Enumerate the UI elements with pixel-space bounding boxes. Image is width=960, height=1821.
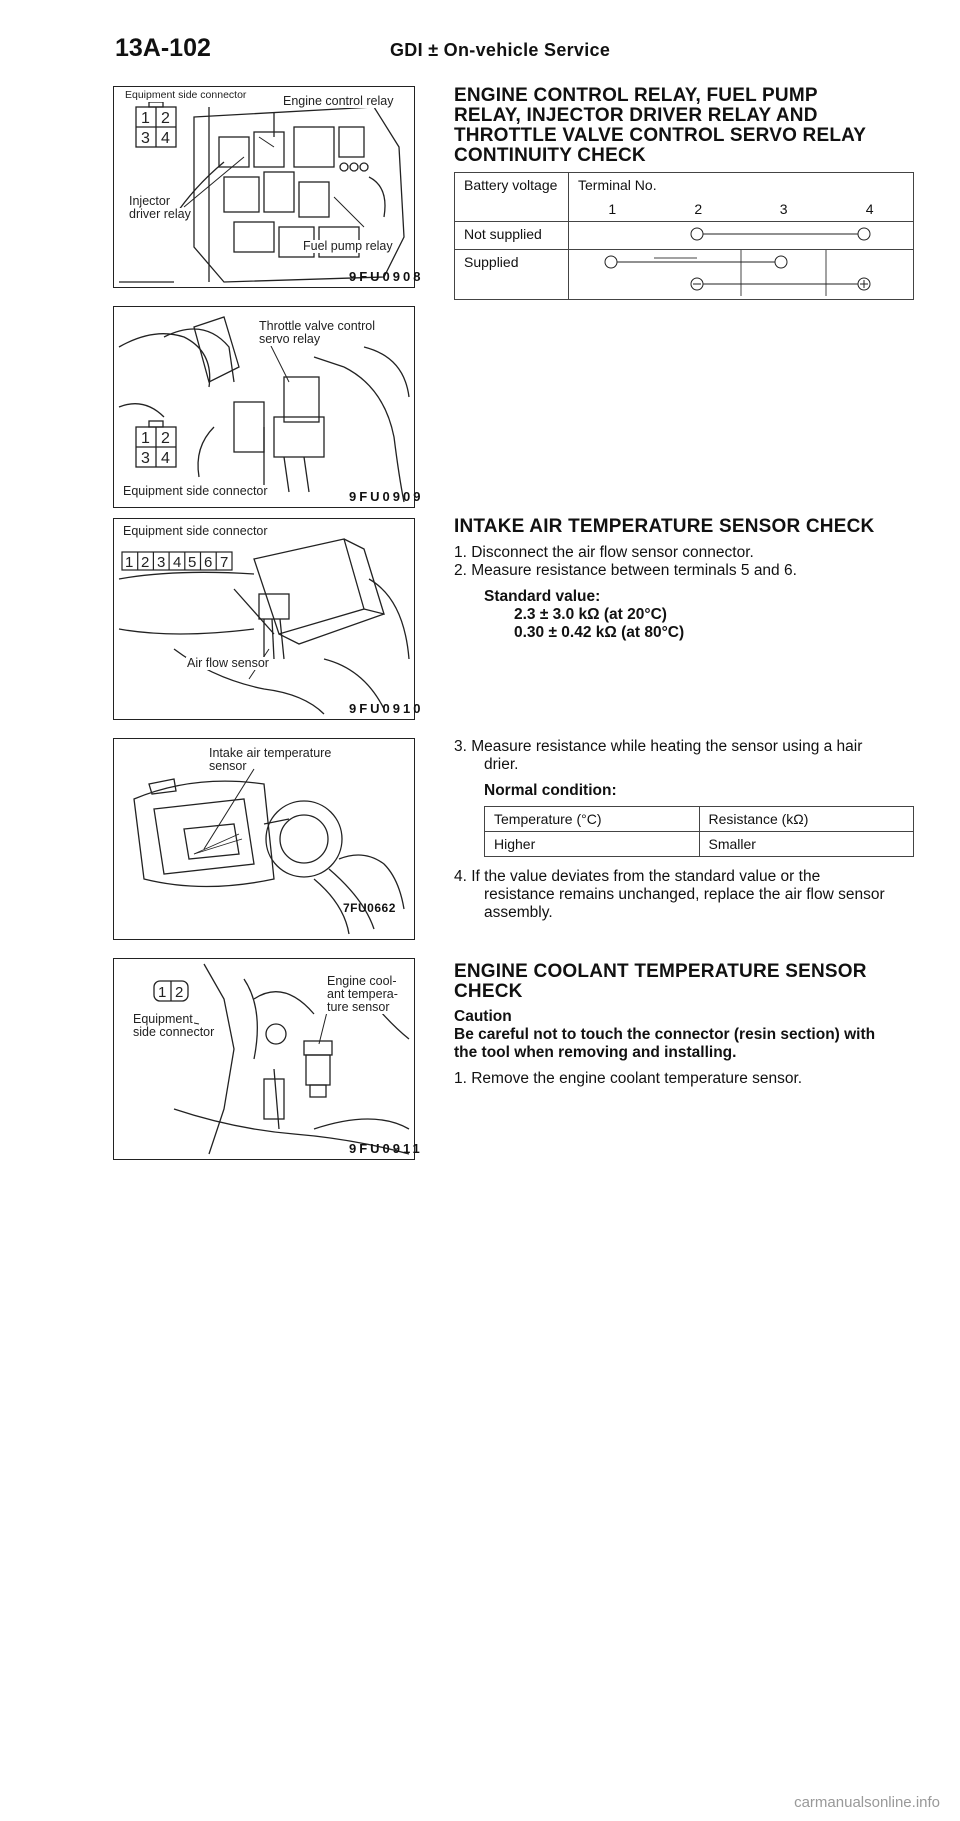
figure-label: servo relay (259, 332, 321, 346)
connector-pin: 3 (141, 130, 150, 147)
figure-label: Equipment side connector (123, 524, 268, 538)
figure-air-flow-sensor (113, 518, 424, 720)
connector-pin: 1 (125, 554, 134, 571)
figure-code: 9FU0911 (349, 1141, 423, 1156)
standard-value: 2.3 ± 3.0 kΩ (at 20°C) (514, 606, 667, 623)
page-number: 13A-102 (115, 34, 211, 62)
section-heading-intake-air-temp: INTAKE AIR TEMPERATURE SENSOR CHECK (454, 516, 875, 537)
step-text: 1. Remove the engine coolant temperature sensor. (454, 1070, 803, 1087)
figure-label: Equipment (133, 1012, 193, 1026)
connector-pin: 4 (161, 130, 170, 147)
intake-air-step-3: 3. Measure resistance while heating the sensor using a hair drier. Normal condition: (454, 738, 914, 800)
figure-label: Engine control relay (283, 94, 394, 108)
terminal-number: 1 (569, 197, 656, 222)
section-heading-relay-continuity: ENGINE CONTROL RELAY, FUEL PUMP RELAY, INJECTOR DRIVER RELAY AND THROTTLE VALVE CONTROL SERVO RELAY CONTINUITY CHECK (454, 85, 867, 166)
figure-intake-air-temp-sensor (113, 738, 415, 940)
figure-label: driver relay (129, 207, 191, 221)
connector-pin: 3 (157, 554, 166, 571)
figure-throttle-relay (113, 306, 424, 508)
continuity-cell-not-supplied (569, 222, 914, 250)
figure-label: ture sensor (327, 1000, 390, 1014)
connector-pin: 2 (161, 110, 170, 127)
figure-code: 7FU0662 (343, 901, 396, 915)
figure-label: sensor (209, 759, 247, 773)
standard-value-label: Standard value: (484, 588, 601, 605)
row-label-not-supplied: Not supplied (455, 222, 569, 250)
continuity-line (569, 222, 912, 246)
table-header-battery-voltage: Battery voltage (455, 173, 569, 222)
connector-pin: 2 (175, 984, 184, 1001)
caution-block (454, 1008, 914, 1088)
table-cell: Smaller (699, 832, 914, 857)
figure-label: side connector (133, 1025, 215, 1039)
figure-code: 9FU0908 (349, 269, 424, 284)
caution-label: Caution (454, 1008, 512, 1025)
step-text: 2. Measure resistance between terminals 5 and 6. (454, 562, 797, 579)
connector-pin: 2 (161, 430, 170, 447)
figure-label: Intake air temperature (209, 746, 332, 760)
section-heading-coolant-temp: ENGINE COOLANT TEMPERATURE SENSOR CHECK (454, 961, 867, 1002)
row-label-supplied: Supplied (455, 250, 569, 300)
terminal-number: 3 (741, 197, 826, 222)
figure-relay-box (113, 86, 424, 288)
figure-code: 9FU0910 (349, 701, 424, 716)
table-header: Resistance (kΩ) (699, 807, 914, 832)
table-cell: Higher (485, 832, 700, 857)
normal-condition-table (484, 806, 914, 857)
normal-condition-label: Normal condition: (484, 782, 617, 799)
standard-value: 0.30 ± 0.42 kΩ (at 80°C) (514, 624, 685, 641)
connector-pin: 2 (141, 554, 150, 571)
figure-code: 9FU0909 (349, 489, 424, 504)
caution-text: the tool when removing and installing. (454, 1044, 737, 1061)
section-title: GDI ± On-vehicle Service (390, 40, 611, 60)
figure-label: Throttle valve control (259, 319, 376, 333)
connector-pin: 6 (204, 554, 213, 571)
connector-pin: 1 (141, 110, 150, 127)
air-flow-sensor-illustration (114, 519, 414, 719)
table-header: Temperature (°C) (485, 807, 700, 832)
figure-label: Injector (129, 194, 170, 208)
figure-label: Air flow sensor (187, 656, 269, 670)
figure-label: Engine cool- (327, 974, 397, 988)
connector-pin: 1 (141, 430, 150, 447)
figure-label: Fuel pump relay (303, 239, 393, 253)
figure-label: Equipment side connector (125, 89, 247, 101)
watermark: carmanualsonline.info (794, 1794, 940, 1811)
figure-label: ant tempera- (327, 987, 398, 1001)
terminal-number: 2 (656, 197, 741, 222)
step-text: 1. Disconnect the air flow sensor connector. (454, 544, 754, 561)
connector-pin: 5 (188, 554, 197, 571)
intake-air-steps (454, 544, 914, 642)
intake-air-step-4: 4. If the value deviates from the standard value or the resistance remains unchanged, replace the air flow sensor assembly. (454, 868, 885, 921)
continuity-cell-supplied (569, 250, 914, 300)
connector-pin: 1 (158, 984, 167, 1001)
terminal-number: 4 (826, 197, 913, 222)
relay-box-illustration (114, 87, 414, 287)
connector-pin: 4 (161, 450, 170, 467)
connector-pin: 3 (141, 450, 150, 467)
figure-label: Equipment side connector (123, 484, 268, 498)
table-header-terminal-no: Terminal No. (569, 173, 914, 198)
figure-coolant-temp-sensor (113, 958, 423, 1160)
caution-text: Be careful not to touch the connector (resin section) with (454, 1026, 876, 1043)
connector-pin: 7 (220, 554, 229, 571)
relay-continuity-table (454, 172, 914, 300)
connector-pin: 4 (173, 554, 182, 571)
continuity-lines (569, 250, 912, 296)
